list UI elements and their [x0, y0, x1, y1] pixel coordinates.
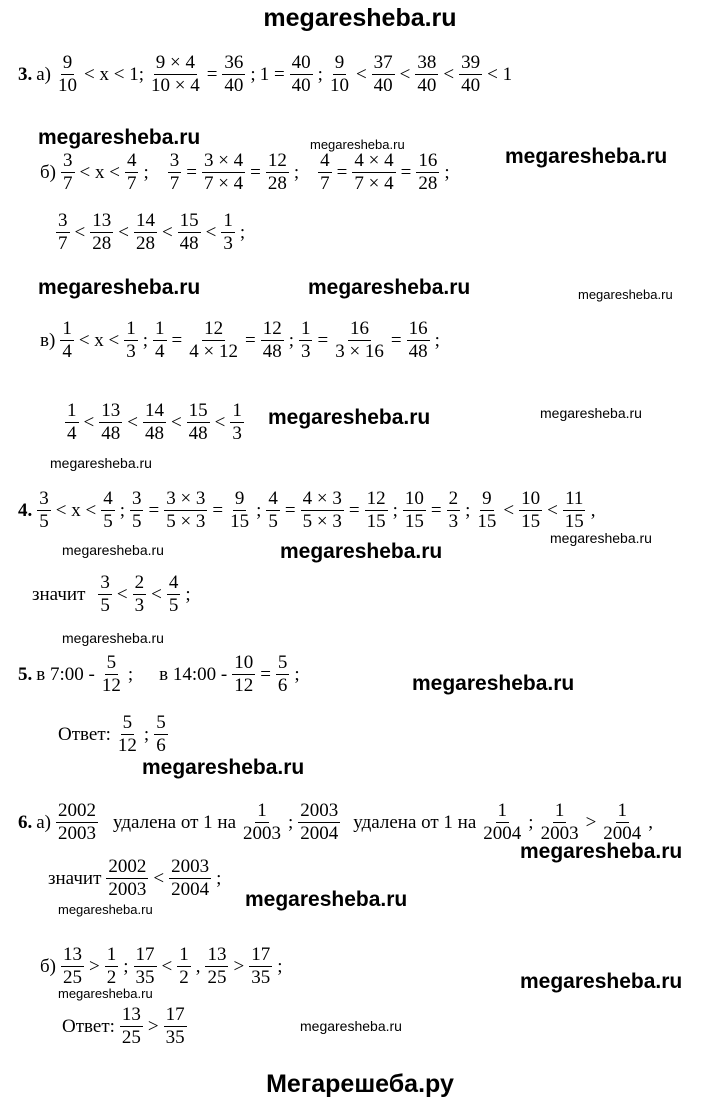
fraction: $\frac{5}{12}$: [117, 712, 137, 756]
fraction: $\frac{1}{4}$: [67, 400, 77, 444]
math-text: <: [547, 499, 558, 521]
math-text: <: [503, 499, 515, 521]
math-text: <: [205, 221, 217, 243]
fraction: $\frac{4 \times 4}{7 \times 4}$: [354, 150, 394, 194]
fraction: $\frac{1}{2}$: [179, 944, 189, 988]
math-text: <: [116, 583, 128, 605]
fraction: $\frac{3 \times 4}{7 \times 4}$: [203, 150, 244, 194]
math-text: =: [317, 329, 329, 351]
math-text: <: [118, 221, 129, 243]
fraction: $\frac{17}{35}$: [165, 1004, 185, 1048]
math-text: ;: [256, 499, 262, 521]
task-number: 6.: [18, 811, 33, 833]
watermark: megaresheba.ru: [38, 126, 201, 149]
fraction: $\frac{10}{15}$: [404, 488, 424, 532]
watermark: megaresheba.ru: [412, 672, 575, 695]
watermark: megaresheba.ru: [310, 137, 405, 152]
fraction: $\frac{3}{5}$: [131, 488, 142, 532]
subtask-letter: а): [36, 63, 52, 85]
subtask-letter: б): [40, 161, 56, 183]
math-text: <: [161, 955, 173, 977]
watermark: megaresheba.ru: [308, 276, 471, 299]
subtask-letter: б): [40, 955, 56, 977]
watermark: megaresheba.ru: [578, 287, 673, 302]
math-text: ;: [250, 63, 256, 85]
conclusion-label: значит: [32, 583, 86, 605]
math-text: в 14:00 -: [159, 663, 228, 685]
fraction: $\frac{4}{5}$: [103, 488, 113, 532]
math-text: <: [355, 63, 367, 85]
fraction: $\frac{4}{7}$: [320, 150, 330, 194]
fraction: $\frac{9}{10}$: [58, 52, 78, 96]
watermark: megaresheba.ru: [280, 540, 443, 563]
fraction: $\frac{4}{7}$: [126, 150, 137, 194]
fraction: $\frac{11}{15}$: [564, 488, 584, 532]
fraction: $\frac{9}{15}$: [477, 488, 497, 532]
math-text: <: [161, 221, 173, 243]
fraction: $\frac{15}{48}$: [179, 210, 199, 254]
fraction: $\frac{3}{5}$: [100, 572, 110, 616]
fraction: $\frac{2002}{2003}$: [108, 856, 147, 900]
math-text: =: [400, 161, 412, 183]
fraction: $\frac{1}{2}$: [106, 944, 117, 988]
answer-label: Ответ:: [62, 1015, 115, 1037]
task4-line: [18, 488, 596, 533]
math-text: >: [89, 955, 100, 977]
fraction: $\frac{3}{7}$: [169, 150, 180, 194]
math-text: ,: [648, 811, 654, 833]
math-text: >: [233, 955, 245, 977]
math-text: =: [336, 161, 348, 183]
watermark: megaresheba.ru: [62, 542, 164, 558]
fraction: $\frac{12}{48}$: [262, 318, 282, 362]
math-text: ;: [294, 663, 300, 685]
watermark: megaresheba.ru: [50, 455, 152, 471]
fraction: $\frac{4 \times 3}{5 \times 3}$: [302, 488, 342, 532]
fraction: $\frac{3}{7}$: [63, 150, 73, 194]
math-text: ;: [185, 583, 191, 605]
task3-b-result: [55, 210, 245, 255]
fraction: $\frac{12}{4 \times 12}$: [189, 318, 238, 362]
math-text: =: [250, 161, 261, 183]
math-text: ;: [288, 811, 294, 833]
math-text: 1 =: [259, 63, 285, 85]
math-text: ;: [444, 161, 450, 183]
math-text: ;: [127, 663, 134, 685]
math-text: =: [260, 663, 271, 685]
math-text: >: [585, 811, 597, 833]
watermark: megaresheba.ru: [520, 840, 683, 863]
math-text: < x <: [78, 329, 120, 351]
math-text: <: [170, 411, 182, 433]
fraction: $\frac{1}{2004}$: [483, 800, 522, 844]
fraction: $\frac{38}{40}$: [417, 52, 437, 96]
fraction: $\frac{1}{3}$: [300, 318, 311, 362]
answer-label: Ответ:: [58, 723, 111, 745]
task-number: 3.: [18, 63, 33, 85]
watermark: megaresheba.ru: [520, 970, 683, 993]
math-text: ;: [239, 221, 246, 243]
math-text: ;: [293, 161, 300, 183]
fraction: $\frac{1}{2003}$: [243, 800, 282, 844]
fraction: $\frac{9}{10}$: [329, 52, 349, 96]
fraction: $\frac{1}{4}$: [62, 318, 72, 362]
fraction: $\frac{16}{3 \times 16}$: [335, 318, 384, 362]
math-text: ;: [216, 867, 222, 889]
subtask-letter: а): [36, 811, 52, 833]
task5-answer: [58, 712, 169, 757]
math-text: ;: [123, 955, 129, 977]
task6-b-line: [40, 944, 282, 989]
math-text: <: [83, 411, 95, 433]
fraction: $\frac{9}{15}$: [230, 488, 250, 532]
fraction: $\frac{2003}{2004}$: [300, 800, 339, 844]
fraction: $\frac{12}{28}$: [267, 150, 287, 194]
fraction: $\frac{39}{40}$: [461, 52, 481, 96]
math-text: ;: [465, 499, 471, 521]
fraction: $\frac{5}{6}$: [156, 712, 166, 756]
fraction: $\frac{16}{48}$: [408, 318, 428, 362]
subtask-letter: в): [40, 329, 56, 351]
page-header: megaresheba.ru: [263, 4, 457, 32]
fraction: $\frac{2}{3}$: [448, 488, 459, 532]
math-text: =: [390, 329, 402, 351]
fraction: $\frac{1}{3}$: [223, 210, 233, 254]
math-text: ;: [317, 63, 323, 85]
task3-v-line: [40, 318, 440, 363]
math-text: =: [212, 499, 224, 521]
fraction: $\frac{12}{15}$: [366, 488, 386, 532]
math-text: =: [148, 499, 160, 521]
watermark: megaresheba.ru: [300, 1018, 402, 1034]
math-text: ;: [277, 955, 283, 977]
math-text: <: [443, 63, 455, 85]
math-text: удалена от 1 на: [353, 811, 477, 833]
math-text: < x < 1;: [84, 63, 144, 85]
math-text: =: [430, 499, 442, 521]
watermark: megaresheba.ru: [38, 276, 201, 299]
task4-conclusion: [32, 572, 191, 617]
math-text: =: [206, 63, 218, 85]
math-text: ;: [434, 329, 440, 351]
fraction: $\frac{3}{7}$: [58, 210, 68, 254]
watermark: megaresheba.ru: [58, 986, 153, 1001]
math-text: <: [153, 867, 165, 889]
fraction: $\frac{13}{25}$: [207, 944, 227, 988]
fraction: $\frac{2}{3}$: [134, 572, 145, 616]
fraction: $\frac{1}{3}$: [232, 400, 242, 444]
watermark: megaresheba.ru: [62, 630, 164, 646]
math-text: =: [186, 161, 197, 183]
task6-a-line: [18, 800, 653, 845]
math-text: <: [399, 63, 411, 85]
fraction: $\frac{40}{40}$: [291, 52, 311, 96]
math-text: ;: [143, 723, 150, 745]
math-text: ;: [288, 329, 294, 351]
task3-v-result: [64, 400, 245, 445]
math-text: >: [147, 1015, 159, 1037]
math-text: ;: [528, 811, 534, 833]
fraction: $\frac{37}{40}$: [373, 52, 393, 96]
math-text: ;: [119, 499, 125, 521]
math-text: <: [74, 221, 86, 243]
math-text: ;: [392, 499, 398, 521]
math-text: <: [127, 411, 138, 433]
fraction: $\frac{3}{5}$: [39, 488, 49, 532]
fraction: $\frac{13}{25}$: [63, 944, 82, 988]
fraction: $\frac{2002}{2003}$: [58, 800, 97, 844]
math-text: =: [171, 329, 183, 351]
fraction: $\frac{36}{40}$: [224, 52, 244, 96]
math-text: <: [214, 411, 226, 433]
math-text: ,: [590, 499, 596, 521]
fraction: $\frac{3 \times 3}{5 \times 3}$: [166, 488, 206, 532]
fraction: $\frac{4}{5}$: [168, 572, 179, 616]
task-number: 5.: [18, 663, 33, 685]
watermark: megaresheba.ru: [245, 888, 408, 911]
math-text: < x <: [79, 161, 120, 183]
math-text: < 1: [487, 63, 513, 85]
fraction: $\frac{5}{6}$: [277, 652, 288, 696]
task3-b-line: [40, 150, 450, 195]
task6-b-answer: [62, 1004, 188, 1049]
fraction: $\frac{9 \times 4}{10 \times 4}$: [150, 52, 200, 96]
watermark: megaresheba.ru: [142, 756, 305, 779]
task5-line: [18, 652, 300, 697]
conclusion-label: значит: [48, 867, 102, 889]
fraction: $\frac{10}{12}$: [234, 652, 254, 696]
fraction: $\frac{13}{48}$: [101, 400, 121, 444]
fraction: $\frac{17}{35}$: [135, 944, 155, 988]
task6-a-conclusion: [48, 856, 221, 901]
fraction: $\frac{13}{28}$: [92, 210, 112, 254]
fraction: $\frac{14}{48}$: [144, 400, 164, 444]
fraction: $\frac{14}{28}$: [135, 210, 155, 254]
watermark: megaresheba.ru: [505, 145, 668, 168]
watermark: megaresheba.ru: [268, 406, 431, 429]
fraction: $\frac{15}{48}$: [188, 400, 208, 444]
page-footer: Мегарешеба.ру: [266, 1070, 454, 1098]
fraction: $\frac{1}{4}$: [155, 318, 165, 362]
math-text: ;: [142, 329, 149, 351]
math-text: ;: [143, 161, 149, 183]
fraction: $\frac{10}{15}$: [521, 488, 541, 532]
fraction: $\frac{13}{25}$: [121, 1004, 141, 1048]
math-text: =: [348, 499, 360, 521]
fraction: $\frac{2003}{2004}$: [171, 856, 210, 900]
task3-a-line: [18, 52, 512, 97]
fraction: $\frac{1}{2004}$: [603, 800, 642, 844]
math-text: <: [151, 583, 162, 605]
math-text: =: [284, 499, 296, 521]
math-text: ,: [195, 955, 201, 977]
math-text: в 7:00 -: [36, 663, 95, 685]
fraction: $\frac{5}{12}$: [101, 652, 121, 696]
fraction: $\frac{4}{5}$: [268, 488, 278, 532]
fraction: $\frac{16}{28}$: [418, 150, 438, 194]
watermark: megaresheba.ru: [540, 405, 642, 421]
fraction: $\frac{1}{3}$: [126, 318, 136, 362]
math-text: удалена от 1 на: [113, 811, 237, 833]
watermark: megaresheba.ru: [58, 902, 153, 917]
fraction: $\frac{17}{35}$: [251, 944, 271, 988]
watermark: megaresheba.ru: [550, 530, 652, 546]
task-number: 4.: [18, 499, 33, 521]
math-text: < x <: [55, 499, 97, 521]
math-text: =: [244, 329, 256, 351]
fraction: $\frac{1}{2003}$: [540, 800, 579, 844]
